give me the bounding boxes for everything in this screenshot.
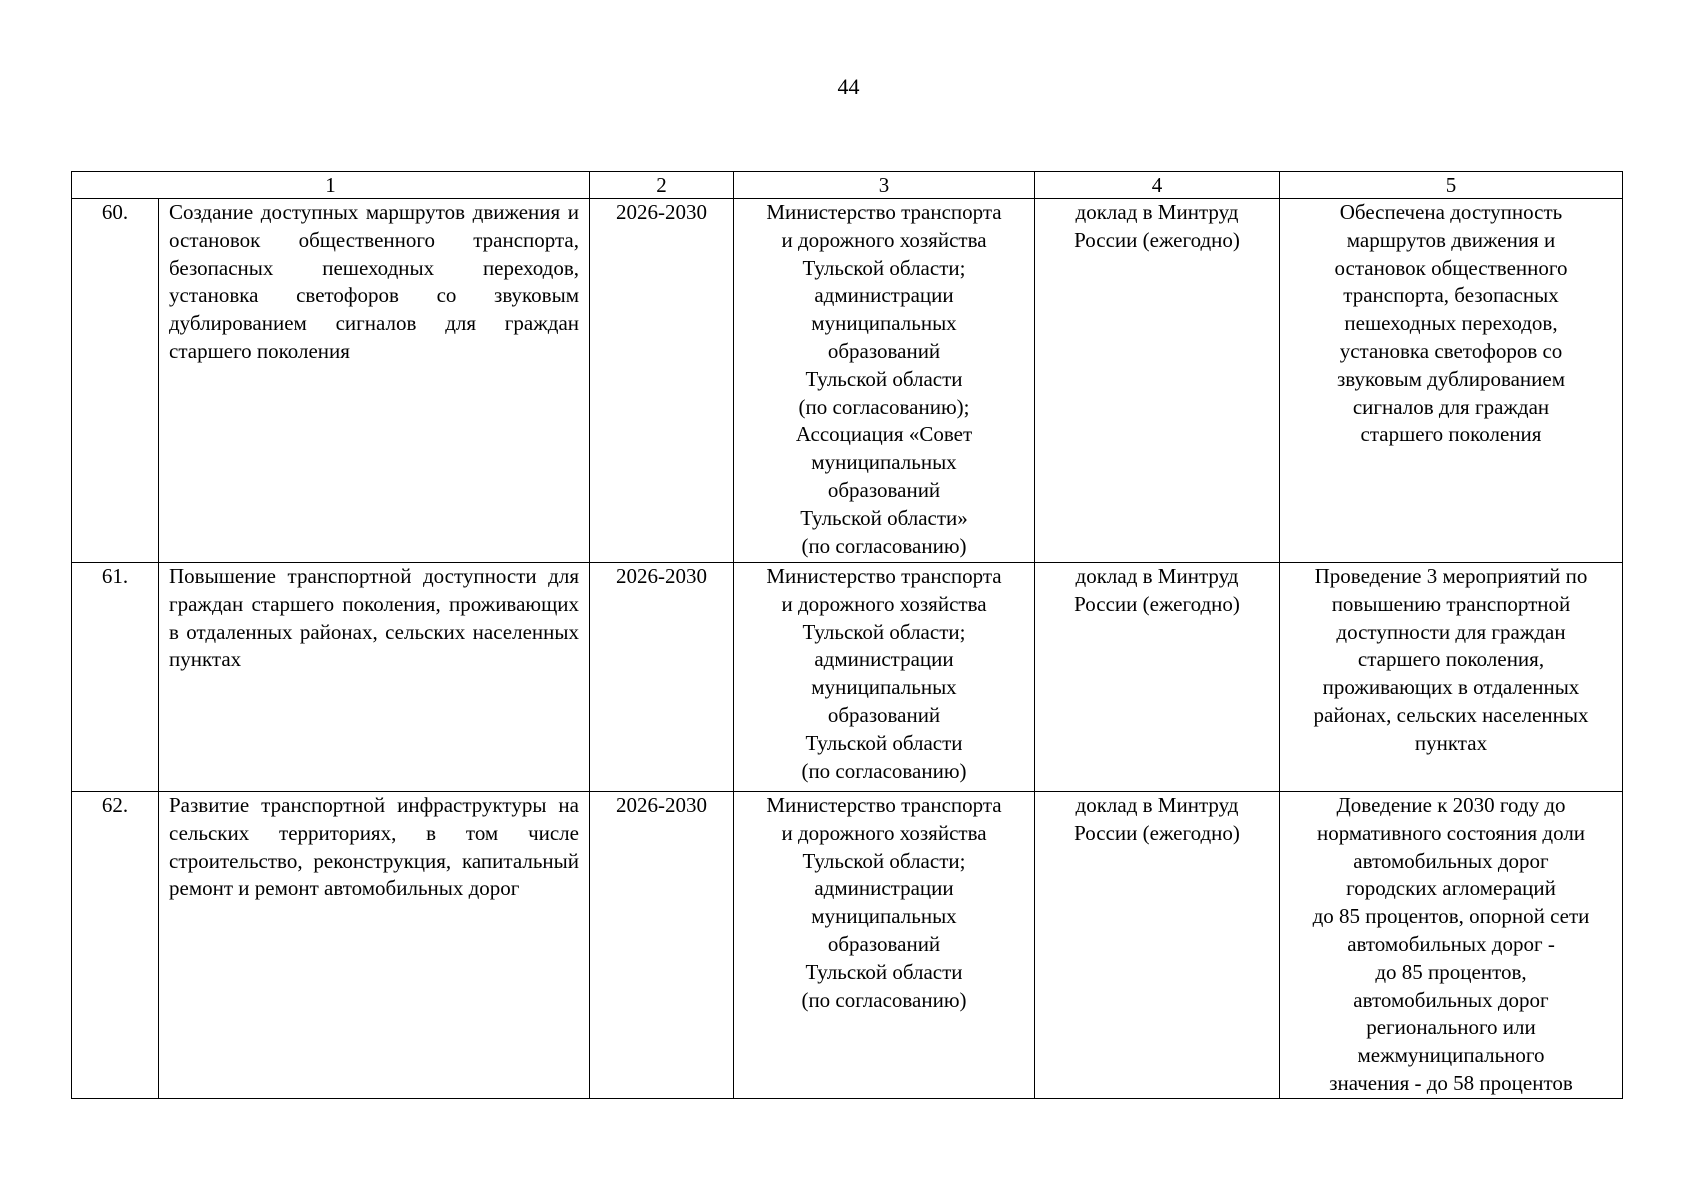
result-line: звуковым дублированием [1336,366,1566,391]
measure-text: Создание доступных маршрутов движения и остановок общественного транспорта, безопасных пешеходных переходов, установка светофоров со звуковым дублированием сигналов для граждан старшего поколения [159,199,590,563]
report-form-cell [1035,199,1280,563]
result-line: Проведение 3 мероприятий по [1314,564,1588,588]
result-line: старшего поколения, [1357,647,1545,672]
period-text: 2026-2030 [590,563,734,792]
executor-line: (по согласованию); [798,394,970,419]
executor-line: администрации [814,876,954,901]
report-form-line: доклад в Минтруд [1075,200,1239,224]
result-line: пешеходных переходов, [1344,311,1558,336]
executor-line: образований [827,338,941,363]
executor-cell [734,199,1035,563]
report-form-line: доклад в Минтруд [1075,793,1239,817]
result-line: автомобильных дорог - [1347,931,1555,956]
executor-line: (по согласованию) [801,987,967,1012]
executor-line: Министерство транспорта [766,793,1002,817]
result-line: сигналов для граждан [1352,394,1550,419]
executor-line: Ассоциация «Совет [795,422,973,447]
result-cell [1280,563,1623,792]
measure-text: Повышение транспортной доступности для граждан старшего поколения, проживающих в отдаленных районах, сельских населенных пунктах [159,563,590,792]
result-line: Доведение к 2030 году до [1336,793,1566,817]
executor-line: Тульской области [805,959,963,984]
header-col-1: 1 [72,172,590,199]
table-row [72,563,1623,792]
table-header-row [72,172,1623,199]
executor-line: администрации [814,283,954,308]
result-line: городских агломераций [1346,876,1556,901]
executor-line: образований [827,931,941,956]
result-line: Обеспечена доступность [1339,200,1563,224]
result-line: межмуниципального [1357,1043,1545,1068]
report-form-line: доклад в Минтруд [1075,564,1239,588]
executor-line: Министерство транспорта [766,200,1002,224]
executor-line: Тульской области; [802,619,966,644]
result-line: транспорта, безопасных [1343,283,1559,308]
table-row [72,792,1623,1099]
header-col-4: 4 [1035,172,1280,199]
result-line: доступности для граждан [1336,619,1566,644]
report-form-cell [1035,563,1280,792]
executor-line: Тульской области» [800,505,968,530]
result-line: проживающих в отдаленных [1322,675,1580,700]
period-text: 2026-2030 [590,792,734,1099]
result-line: пунктах [1414,730,1488,755]
result-line: значения - до 58 процентов [1329,1070,1573,1095]
row-number: 61. [72,563,159,792]
executor-line: Министерство транспорта [766,564,1002,588]
header-col-2: 2 [590,172,734,199]
executor-line: администрации [814,647,954,672]
executor-line: образований [827,702,941,727]
report-form-line: России (ежегодно) [1074,227,1240,252]
report-form-line: России (ежегодно) [1074,820,1240,845]
executor-line: Тульской области [805,730,963,755]
executor-line: и дорожного хозяйства [781,591,987,616]
report-form-cell [1035,792,1280,1099]
executor-line: муниципальных [811,450,957,475]
measures-table [71,171,1623,1099]
executor-line: образований [827,477,941,502]
result-line: до 85 процентов, [1375,959,1527,984]
period-text: 2026-2030 [590,199,734,563]
header-col-3: 3 [734,172,1035,199]
executor-line: муниципальных [811,904,957,929]
result-line: регионального или [1366,1015,1536,1040]
executor-line: Тульской области; [802,255,966,280]
row-number: 60. [72,199,159,563]
result-line: районах, сельских населенных [1313,702,1589,727]
result-line: установка светофоров со [1339,338,1563,363]
result-line: до 85 процентов, опорной сети [1312,904,1590,929]
executor-line: (по согласованию) [801,758,967,783]
executor-cell [734,792,1035,1099]
result-line: автомобильных дорог [1353,848,1549,873]
result-line: повышению транспортной [1331,591,1571,616]
result-line: маршрутов движения и [1346,227,1556,252]
result-cell [1280,792,1623,1099]
result-cell [1280,199,1623,563]
result-line: автомобильных дорог [1353,987,1549,1012]
executor-line: и дорожного хозяйства [781,820,987,845]
header-col-5: 5 [1280,172,1623,199]
page-number: 44 [837,74,860,99]
row-number: 62. [72,792,159,1099]
result-line: остановок общественного [1334,255,1568,280]
measure-text: Развитие транспортной инфраструктуры на сельских территориях, в том числе строительство, реконструкция, капитальный ремонт и ремонт автомобильных дорог [159,792,590,1099]
table-row [72,199,1623,563]
executor-line: (по согласованию) [801,533,967,558]
executor-line: Тульской области [805,366,963,391]
executor-line: Тульской области; [802,848,966,873]
report-form-line: России (ежегодно) [1074,591,1240,616]
executor-line: муниципальных [811,311,957,336]
executor-cell [734,563,1035,792]
executor-line: муниципальных [811,675,957,700]
result-line: старшего поколения [1360,422,1542,447]
executor-line: и дорожного хозяйства [781,227,987,252]
result-line: нормативного состояния доли [1316,820,1586,845]
